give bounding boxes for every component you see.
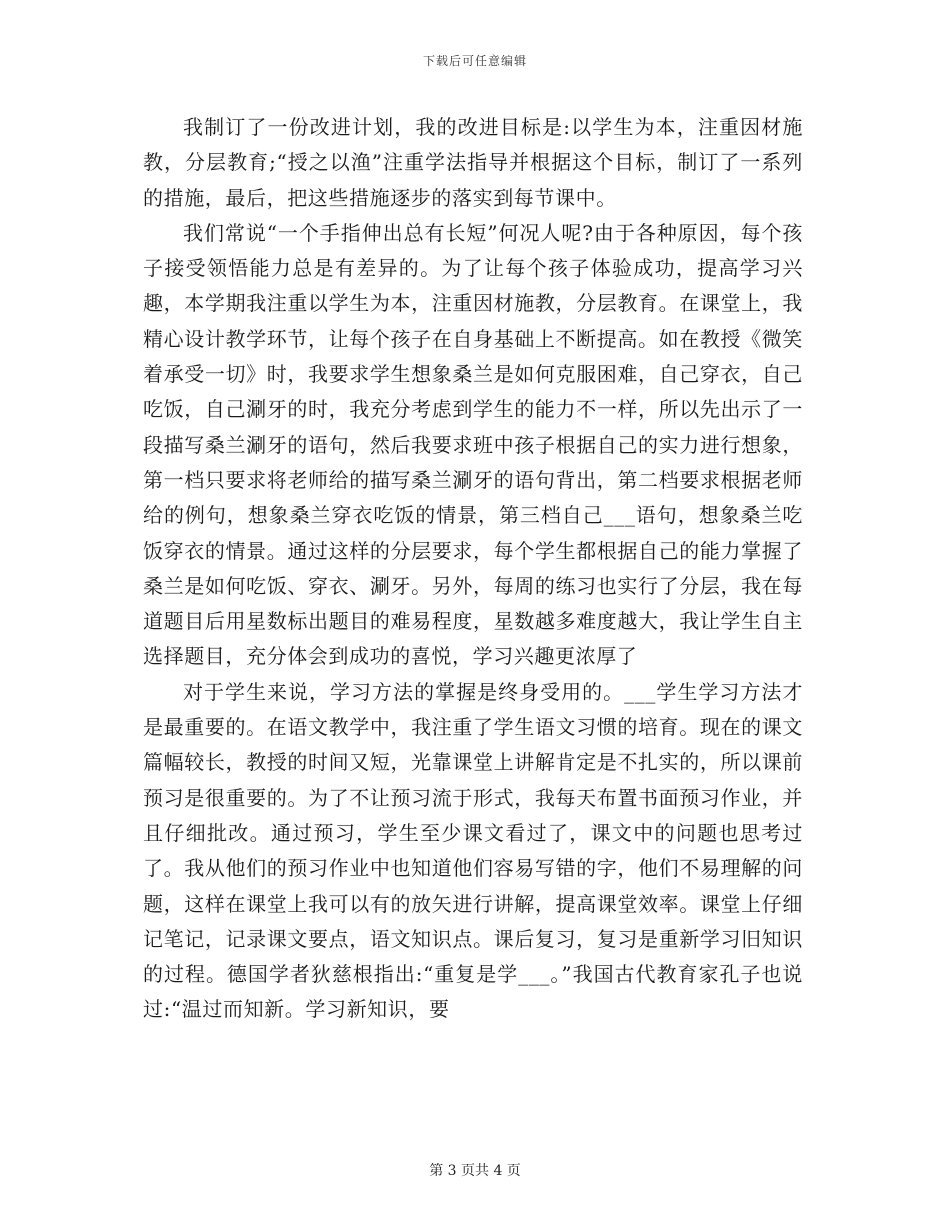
page-number: 第 3 页共 4 页 [429, 1163, 521, 1179]
paragraph-layered-teaching: 我们常说“一个手指伸出总有长短”何况人呢?由于各种原因，每个孩子接受领悟能力总是有差异的。为了让每个孩子体验成功，提高学习兴趣，本学期我注重以学生为本，注重因材施教，分层教育。在课堂上，我精心设计教学环节，让每个孩子在自身基础上不断提高。如在教授《微笑着承受一切》时，我要求学生想象桑兰是如何克服困难，自己穿衣，自己吃饭，自己涮牙的时，我充分考虑到学生的能力不一样，所以先出示了一段描写桑兰涮牙的语句，然后我要求班中孩子根据自己的实力进行想象，第一档只要求将老师给的描写桑兰涮牙的语句背出，第二档要求根据老师给的例句，想象桑兰穿衣吃饭的情景，第三档自己___语句，想象桑兰吃饭穿衣的情景。通过这样的分层要求，每个学生都根据自己的能力掌握了桑兰是如何吃饭、穿衣、涮牙。另外，每周的练习也实行了分层，我在每道题目后用星数标出题目的难易程度，星数越多难度越大，我让学生自主选择题目，充分体会到成功的喜悦，学习兴趣更浓厚了 [143, 220, 803, 669]
document-body [143, 110, 803, 1028]
page-header: 下载后可任意编辑 [422, 54, 527, 68]
paragraph-learning-methods: 对于学生来说，学习方法的掌握是终身受用的。___学生学习方法才是最重要的。在语文教学中，我注重了学生语文习惯的培育。现在的课文篇幅较长，教授的时间又短，光靠课堂上讲解肯定是不扎实的，所以课前预习是很重要的。为了不让预习流于形式，我每天布置书面预习作业，并且仔细批改。通过预习，学生至少课文看过了，课文中的问题也思考过了。我从他们的预习作业中也知道他们容易写错的字，他们不易理解的问题，这样在课堂上我可以有的放矢进行讲解，提高课堂效率。课堂上仔细记笔记，记录课文要点，语文知识点。课后复习，复习是重新学习旧知识的过程。德国学者狄慈根指出:“重复是学___。”我国古代教育家孔子也说过:“温过而知新。学习新知识，要 [143, 679, 803, 1022]
paragraph-improvement-plan: 我制订了一份改进计划，我的改进目标是:以学生为本，注重因材施教，分层教育;“授之以渔”注重学法指导并根据这个目标，制订了一系列的措施，最后，把这些措施逐步的落实到每节课中。 [143, 115, 803, 210]
